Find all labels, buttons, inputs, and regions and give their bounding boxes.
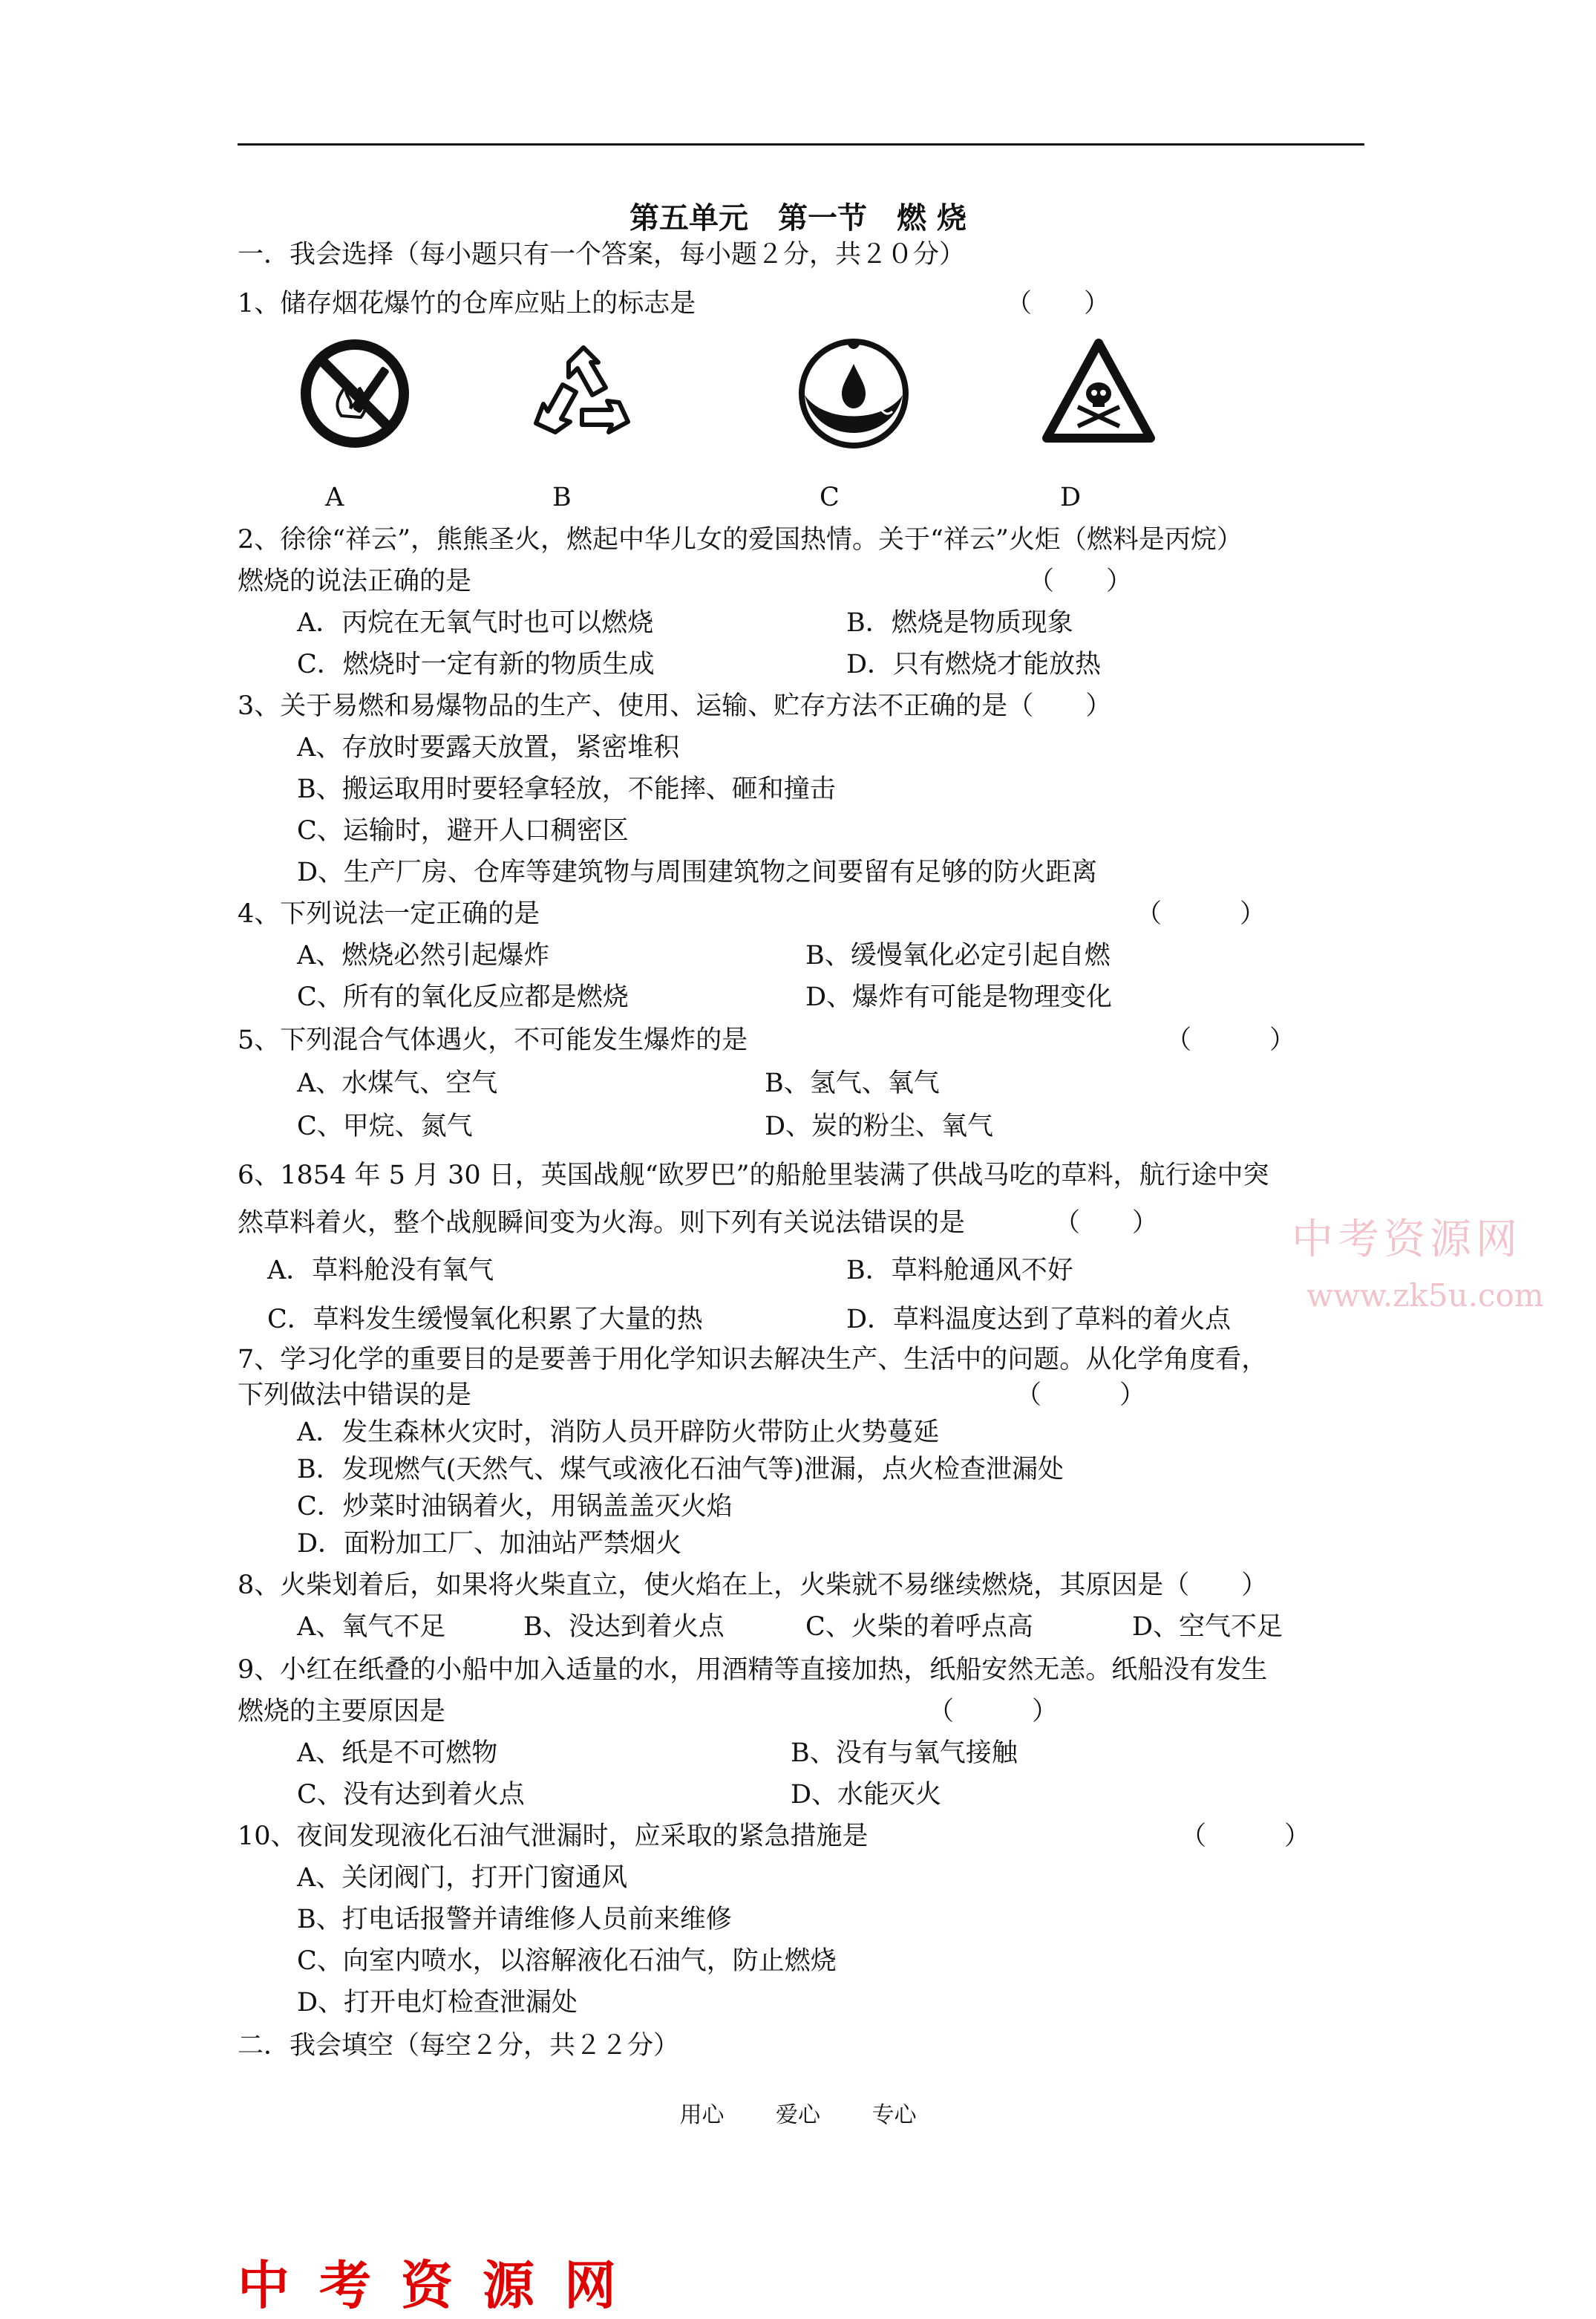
option-c: C、没有达到着火点 xyxy=(297,1780,525,1810)
header-rule xyxy=(238,143,1364,146)
option-b: B、没有与氧气接触 xyxy=(791,1738,1018,1768)
answer-bracket: （ ） xyxy=(1165,1025,1296,1055)
watermark-url: www.zk5u.com xyxy=(1306,1277,1544,1314)
option-b: B、打电话报警并请维修人员前来维修 xyxy=(297,1905,732,1934)
option-b: B．草料舱通风不好 xyxy=(846,1256,1073,1285)
option-a: A、纸是不可燃物 xyxy=(297,1738,498,1768)
question-4-text: 4、下列说法一定正确的是 xyxy=(238,899,540,929)
option-c: C、火柴的着呼点高 xyxy=(805,1612,1033,1642)
option-d: D．草料温度达到了草料的着火点 xyxy=(846,1305,1232,1334)
question-2-text: 燃烧的说法正确的是 xyxy=(238,567,472,596)
question-9-text: 9、小红在纸叠的小船中加入适量的水，用酒精等直接加热，纸船安然无恙。纸船没有发生 xyxy=(238,1655,1268,1685)
question-8-text: 8、火柴划着后，如果将火柴直立，使火焰在上，火柴就不易继续燃烧，其原因是（ ） xyxy=(238,1571,1268,1600)
option-a: A、水煤气、空气 xyxy=(297,1069,498,1098)
answer-bracket: （ ） xyxy=(1180,1821,1311,1851)
option-d: D、空气不足 xyxy=(1132,1612,1283,1642)
question-7-text: 下列做法中错误的是 xyxy=(238,1380,472,1410)
option-d: D、打开电灯检查泄漏处 xyxy=(297,1988,578,2018)
option-d: D、生产厂房、仓库等建筑物与周围建筑物之间要留有足够的防火距离 xyxy=(297,858,1098,887)
option-c: C．炒菜时油锅着火，用锅盖盖灭火焰 xyxy=(297,1492,733,1521)
option-a: A、氧气不足 xyxy=(297,1612,446,1642)
question-10-text: 10、夜间发现液化石油气泄漏时，应采取的紧急措施是 xyxy=(238,1821,869,1851)
option-c: C．草料发生缓慢氧化积累了大量的热 xyxy=(267,1305,703,1334)
option-label: D xyxy=(1060,483,1082,512)
option-b: B、缓慢氧化必定引起自燃 xyxy=(805,941,1111,971)
option-c: C．燃烧时一定有新的物质生成 xyxy=(297,650,655,679)
option-b: B．燃烧是物质现象 xyxy=(846,608,1073,638)
option-b: B、没达到着火点 xyxy=(523,1612,725,1642)
option-d: D．只有燃烧才能放热 xyxy=(846,650,1102,679)
answer-bracket: （ ） xyxy=(1054,1208,1159,1238)
page-footer xyxy=(0,2096,1596,2129)
option-a: A、存放时要露天放置，紧密堆积 xyxy=(297,733,680,763)
question-6-text: 然草料着火，整个战舰瞬间变为火海。则下列有关说法错误的是 xyxy=(238,1208,966,1238)
recycle-icon xyxy=(524,334,643,453)
no-fire-icon xyxy=(295,334,414,453)
option-d: D、炭的粉尘、氧气 xyxy=(765,1112,994,1141)
option-d: D、水能灭火 xyxy=(791,1780,942,1810)
answer-bracket: （ ） xyxy=(1028,567,1133,596)
option-b: B、氢气、氧气 xyxy=(765,1069,940,1098)
option-label: C xyxy=(820,483,840,512)
watermark: 中考资源网 xyxy=(1292,1216,1522,1264)
option-c: C、向室内喷水，以溶解液化石油气，防止燃烧 xyxy=(297,1946,837,1976)
option-c: C、甲烷、氮气 xyxy=(297,1112,473,1141)
footer-text: 爱心 xyxy=(776,2102,820,2128)
section-1-heading: 一．我会选择（每小题只有一个答案，每小题２分，共２０分） xyxy=(238,240,966,270)
option-c: C、所有的氧化反应都是燃烧 xyxy=(297,982,629,1012)
section-2-heading: 二．我会填空（每空２分，共２２分） xyxy=(238,2031,680,2061)
option-d: D．面粉加工厂、加油站严禁烟火 xyxy=(297,1529,682,1559)
question-9-text: 燃烧的主要原因是 xyxy=(238,1697,446,1726)
answer-bracket: （ ） xyxy=(1016,1380,1146,1410)
question-6-text: 6、1854 年 5 月 30 日，英国战舰“欧罗巴”的船舱里装满了供战马吃的草料，航行途中突 xyxy=(238,1161,1269,1190)
option-d: D、爆炸有可能是物理变化 xyxy=(805,982,1113,1012)
option-a: A．草料舱没有氧气 xyxy=(267,1256,494,1285)
toxic-icon xyxy=(1039,334,1158,453)
red-banner: 中考资源网 xyxy=(238,2254,646,2316)
option-a: A、燃烧必然引起爆炸 xyxy=(297,941,550,971)
footer-text: 专心 xyxy=(871,2102,917,2128)
question-5-text: 5、下列混合气体遇火，不可能发生爆炸的是 xyxy=(238,1025,748,1055)
answer-bracket: （ ） xyxy=(1136,899,1266,929)
option-label: B xyxy=(552,483,572,512)
question-3-text: 3、关于易燃和易爆物品的生产、使用、运输、贮存方法不正确的是（ ） xyxy=(238,691,1112,721)
option-a: A、关闭阀门，打开门窗通风 xyxy=(297,1863,628,1893)
page-title: 第五单元 第一节 燃 烧 xyxy=(629,200,967,235)
answer-bracket: （ ） xyxy=(1006,289,1111,319)
question-7-text: 7、学习化学的重要目的是要善于用化学知识去解决生产、生活中的问题。从化学角度看， xyxy=(238,1345,1268,1374)
water-saving-icon xyxy=(794,334,913,453)
option-a: A．丙烷在无氧气时也可以燃烧 xyxy=(297,608,654,638)
option-label: A xyxy=(325,483,344,512)
option-c: C、运输时，避开人口稠密区 xyxy=(297,816,629,846)
question-1-text: 1、储存烟花爆竹的仓库应贴上的标志是 xyxy=(238,289,696,319)
answer-bracket: （ ） xyxy=(928,1697,1059,1726)
footer-text: 用心 xyxy=(679,2102,725,2128)
option-a: A．发生森林火灾时，消防人员开辟防火带防止火势蔓延 xyxy=(297,1418,940,1447)
option-b: B．发现燃气(天然气、煤气或液化石油气等)泄漏，点火检查泄漏处 xyxy=(297,1455,1064,1484)
option-b: B、搬运取用时要轻拿轻放，不能摔、砸和撞击 xyxy=(297,774,836,804)
question-2-text: 2、徐徐“祥云”，熊熊圣火，燃起中华儿女的爱国热情。关于“祥云”火炬（燃料是丙烷） xyxy=(238,525,1243,555)
